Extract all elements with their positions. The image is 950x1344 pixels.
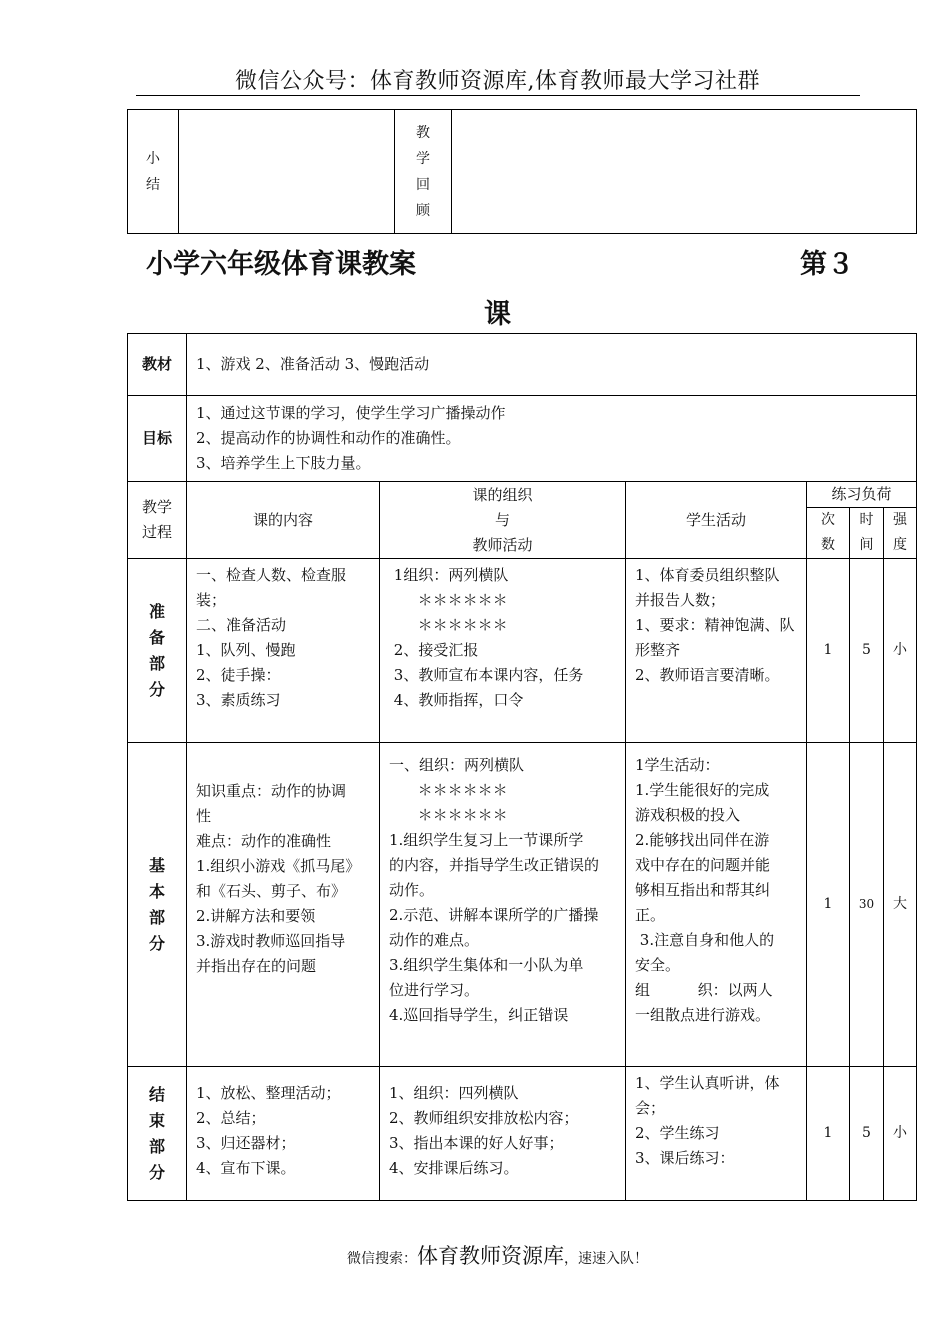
organization-line: 3.组织学生集体和一小队为单 [389, 956, 584, 974]
content-line: 1.组织小游戏《抓马尾》 [196, 857, 361, 875]
content-line: 3、素质练习 [196, 691, 281, 709]
summary-label-char: 小 [146, 150, 160, 167]
review-label-char: 顾 [416, 202, 430, 219]
goal-line: 1、通过这节课的学习，使学生学习广播操动作 [196, 404, 506, 422]
goal-line: 3、培养学生上下肢力量。 [196, 454, 371, 472]
organization-line: 3、教师宣布本课内容，任务 [389, 666, 584, 684]
student-line: 够相互指出和帮其纠 [635, 881, 771, 899]
goal-text [187, 396, 917, 482]
section-row-main [128, 743, 917, 1067]
student-line: 并报告人数； [635, 591, 726, 609]
content-line: 3、归还器材； [196, 1134, 296, 1152]
summary-label-char: 结 [146, 176, 160, 193]
content-line: 2.讲解方法和要领 [196, 907, 316, 925]
section-label-char: 束 [148, 1110, 165, 1130]
section-row-end [128, 1067, 917, 1201]
content-line: 3.游戏时教师巡回指导 [196, 932, 346, 950]
organization-line: 一、组织：两列横队 [389, 756, 525, 774]
content-header: 课的内容 [187, 482, 380, 559]
section-student [626, 743, 807, 1067]
section-label-char: 基 [148, 855, 165, 875]
section-content [187, 1067, 380, 1201]
student-line: 戏中存在的问题并能 [635, 856, 771, 874]
student-line: 1、要求：精神饱满、队 [635, 616, 795, 634]
lesson-plan-table [127, 333, 917, 1201]
section-label-char: 部 [148, 907, 165, 927]
times-header-line: 次 [821, 512, 835, 528]
organization-line: 动作。 [389, 881, 435, 899]
footer-prefix: 微信搜索： [347, 1251, 417, 1267]
student-line: 2.能够找出同伴在游 [635, 831, 770, 849]
section-duration: 5 [850, 559, 884, 743]
organization-line: 动作的难点。 [389, 931, 480, 949]
review-label-char: 回 [416, 176, 430, 193]
section-label-char: 本 [148, 881, 165, 901]
content-line: 二、准备活动 [196, 616, 287, 634]
content-line: 2、徒手操： [196, 666, 281, 684]
process-header-line: 教学 [141, 498, 172, 516]
section-label-char: 分 [148, 679, 165, 699]
process-header [128, 482, 187, 559]
section-organization [380, 743, 626, 1067]
section-label-char: 分 [148, 1162, 165, 1182]
header-divider [136, 95, 860, 96]
student-line: 组 织：以两人 [635, 981, 773, 999]
section-intensity: 小 [884, 1067, 917, 1201]
section-label-char: 备 [148, 627, 165, 647]
organization-line: 2.示范、讲解本课所学的广播操 [389, 906, 599, 924]
organization-header-line: 与 [494, 510, 510, 529]
goal-row [128, 396, 917, 482]
section-intensity: 大 [884, 743, 917, 1067]
section-student [626, 559, 807, 743]
content-line: 难点：动作的准确性 [196, 832, 332, 850]
student-line: 形整齐 [635, 641, 681, 659]
organization-line: 1、组织：四列横队 [389, 1084, 519, 1102]
student-line: 2、教师语言要清晰。 [635, 666, 780, 684]
review-label-char: 教 [416, 124, 430, 141]
organization-line: 3、指出本课的好人好事； [389, 1134, 564, 1152]
student-line: 游戏积极的投入 [635, 806, 741, 824]
footer-name: 体育教师资源库 [417, 1244, 564, 1268]
student-line: 会； [635, 1099, 666, 1117]
section-duration: 5 [850, 1067, 884, 1201]
organization-line: 2、教师组织安排放松内容； [389, 1109, 579, 1127]
review-label-cell [395, 110, 452, 234]
duration-header [850, 508, 884, 559]
page-footer [0, 1240, 950, 1270]
organization-line: ＊＊＊＊＊＊ [389, 591, 508, 609]
material-label: 教材 [128, 334, 187, 396]
organization-line: 1组织：两列横队 [389, 566, 509, 584]
student-line: 正。 [635, 906, 666, 924]
organization-line: 4、安排课后练习。 [389, 1159, 519, 1177]
organization-line: 4、教师指挥，口令 [389, 691, 524, 709]
section-label [128, 559, 187, 743]
student-line: 2、学生练习 [635, 1124, 720, 1142]
duration-header-line: 间 [859, 537, 874, 553]
section-row-prep [128, 559, 917, 743]
student-line: 1、体育委员组织整队 [635, 566, 780, 584]
organization-line: ＊＊＊＊＊＊ [389, 781, 508, 799]
section-times: 1 [807, 1067, 850, 1201]
organization-line: 位进行学习。 [389, 981, 480, 999]
intensity-header-line: 度 [893, 537, 908, 553]
section-label-char: 分 [148, 933, 165, 953]
review-content-cell [452, 110, 917, 234]
intensity-header-line: 强 [893, 512, 908, 528]
summary-table [127, 109, 917, 234]
summary-content-cell [179, 110, 395, 234]
section-content [187, 559, 380, 743]
section-times: 1 [807, 559, 850, 743]
content-line: 一、检查人数、检查服 [196, 566, 347, 584]
organization-header-line: 课的组织 [472, 485, 533, 504]
section-content [187, 743, 380, 1067]
section-student [626, 1067, 807, 1201]
section-label-char: 结 [148, 1084, 165, 1104]
section-intensity: 小 [884, 559, 917, 743]
content-line: 4、宣布下课。 [196, 1159, 296, 1177]
organization-line: 2、接受汇报 [389, 641, 479, 659]
organization-line: 1.组织学生复习上一节课所学 [389, 831, 584, 849]
section-label-char: 准 [148, 601, 165, 621]
section-label [128, 1067, 187, 1201]
times-header [807, 508, 850, 559]
material-text: 1、游戏 2、准备活动 3、慢跑活动 [187, 334, 917, 396]
student-line: 1.学生能很好的完成 [635, 781, 770, 799]
goal-line: 2、提高动作的协调性和动作的准确性。 [196, 429, 461, 447]
content-line: 2、总结； [196, 1109, 266, 1127]
organization-line: ＊＊＊＊＊＊ [389, 616, 508, 634]
organization-header-line: 教师活动 [472, 535, 533, 554]
section-label-char: 部 [148, 653, 165, 673]
section-organization [380, 559, 626, 743]
student-line: 3.注意自身和他人的 [635, 931, 775, 949]
lesson-number-wrap: 课 [484, 299, 511, 330]
lesson-title: 小学六年级体育课教案 [146, 249, 416, 280]
organization-line: 的内容，并指导学生改正错误的 [389, 856, 600, 874]
section-label-char: 部 [148, 1136, 165, 1156]
student-line: 1学生活动： [635, 756, 720, 774]
student-header: 学生活动 [626, 482, 807, 559]
content-line: 装； [196, 591, 227, 609]
footer-suffix: ，速速入队！ [564, 1251, 648, 1267]
content-line: 并指出存在的问题 [196, 957, 317, 975]
content-line: 1、放松、整理活动； [196, 1084, 341, 1102]
load-header: 练习负荷 [807, 482, 917, 508]
summary-label-cell [128, 110, 179, 234]
material-row [128, 334, 917, 396]
header-row [128, 482, 917, 508]
content-line: 和《石头、剪子、布》 [196, 882, 347, 900]
student-line: 安全。 [635, 956, 681, 974]
organization-line: 4.巡回指导学生，纠正错误 [389, 1006, 569, 1024]
section-organization [380, 1067, 626, 1201]
content-line: 1、队列、慢跑 [196, 641, 296, 659]
section-times: 1 [807, 743, 850, 1067]
lesson-number: 第３ [800, 249, 854, 280]
organization-line: ＊＊＊＊＊＊ [389, 806, 508, 824]
organization-header [380, 482, 626, 559]
content-line: 知识重点：动作的协调 [196, 782, 347, 800]
times-header-line: 数 [821, 537, 835, 553]
intensity-header [884, 508, 917, 559]
page-header-title: 微信公众号：体育教师资源库,体育教师最大学习社群 [235, 69, 760, 94]
goal-label: 目标 [128, 396, 187, 482]
process-header-line: 过程 [141, 523, 172, 541]
section-label [128, 743, 187, 1067]
student-line: 1、学生认真听讲，体 [635, 1074, 780, 1092]
student-line: 一组散点进行游戏。 [635, 1006, 771, 1024]
review-label-char: 学 [416, 150, 430, 167]
content-line: 性 [196, 807, 212, 825]
duration-header-line: 时 [859, 512, 874, 528]
section-duration: 30 [850, 743, 884, 1067]
student-line: 3、课后练习： [635, 1149, 735, 1167]
